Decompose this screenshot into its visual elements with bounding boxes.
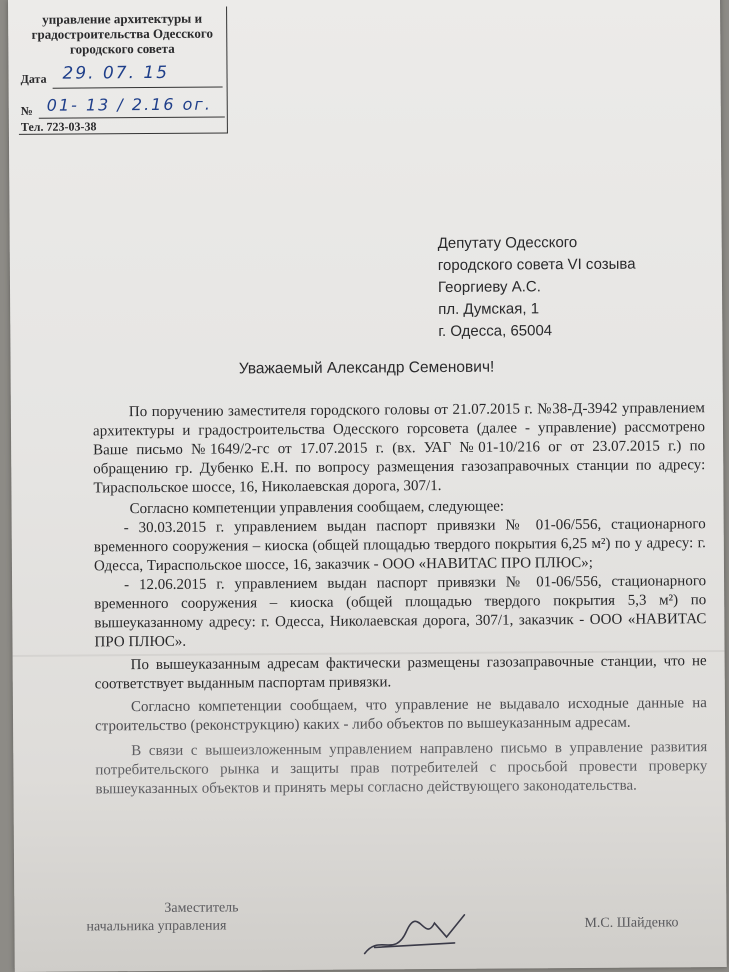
body-paragraph-6: Согласно компетенции сообщаем, что управление не выдавало исходные данные на строительство (реконструкцию) каких - либо объектов по вышеуказанным адресам. (95, 695, 707, 735)
stamp-number-underline (39, 116, 225, 118)
signatory-name: М.С. Шайденко (584, 915, 679, 931)
signatory-title-line1: Заместитель (164, 900, 239, 916)
addressee-line5: г. Одесса, 65004 (438, 322, 553, 341)
letter-body (93, 399, 708, 799)
stamp-organization (22, 11, 222, 57)
stamp-date-label: Дата (20, 71, 47, 86)
body-paragraph-3: - 30.03.2015 г. управлением выдан паспорт привязки № 01-06/556, стационарного временного сооружения – киоска (общей площадью твердого покрытия 6,25 м²) по у адресу: г. Одесса, Тираспольское шоссе, 16, заказчик - ООО «НАВИТАС ПРО ПЛЮС»; (93, 516, 706, 575)
body-paragraph-4: - 12.06.2015 г. управлением выдан паспорт привязки № 01-06/556, стационарного временного сооружения – киоска (общей площадью твердого покрытия 5,3 м²) по вышеуказанному адресу: г. Одесса, Николаевская дорога, 307/1, заказчик - ООО «НАВИТАС ПРО ПЛЮС». (94, 573, 707, 651)
stamp-phone: Тел. 723-03-38 (20, 119, 97, 134)
stamp-number-handwritten: 01- 13 / 2.16 ог. (46, 94, 212, 115)
stamp-org-line1: управление архитектуры и (42, 10, 203, 27)
stamp-number-label: № (20, 103, 33, 118)
addressee-line4: пл. Думская, 1 (438, 300, 540, 319)
letter-page (8, 0, 727, 972)
addressee-line1: Депутату Одесского (437, 234, 578, 253)
signature-block (54, 893, 714, 958)
signatory-title-line2: начальника управления (86, 918, 227, 935)
registration-stamp (18, 6, 228, 134)
salutation: Уважаемый Александр Семенович! (238, 358, 495, 378)
stamp-org-line3: городского совета (69, 40, 175, 57)
stamp-org-line2: градостроительства Одесского (31, 25, 213, 42)
addressee-line2: городского совета VI созыва (437, 255, 636, 275)
body-paragraph-2: Согласно компетенции управления сообщаем, следующее: (129, 498, 505, 518)
stamp-date-handwritten: 29. 07. 15 (62, 62, 170, 84)
addressee-block (438, 231, 699, 343)
body-paragraph-7: В связи с вышеизложенным управлением направлено письмо в управление развития потребительского рынка и защиты прав потребителей с просьбой провести проверку вышеуказанных объектов и принять меры согласно действующего законодательства. (95, 739, 708, 798)
body-paragraph-1: По поручению заместителя городского головы от 21.07.2015 г. №38-Д-3942 управлением архитектуры и градостроительства Одесского горсовета (далее - управление) рассмотрено Ваше письмо №1649/2-гс от 17.07.2015 г. (вх. УАГ №01-10/216 ог от 23.07.2015 г.) по обращению гр. Дубенко Е.Н. по вопросу размещения газозаправочных станции по адресу: Тираспольское шоссе, 16, Николаевская дорога, 307/1. (92, 400, 706, 497)
stamp-date-underline (53, 87, 223, 89)
handwritten-signature (354, 903, 474, 964)
body-paragraph-5: По вышеуказанным адресам фактически размещены газозаправочные станции, что не соответствует выданным паспортам привязки. (94, 653, 707, 693)
addressee-line3: Георгиеву А.С. (437, 278, 541, 297)
